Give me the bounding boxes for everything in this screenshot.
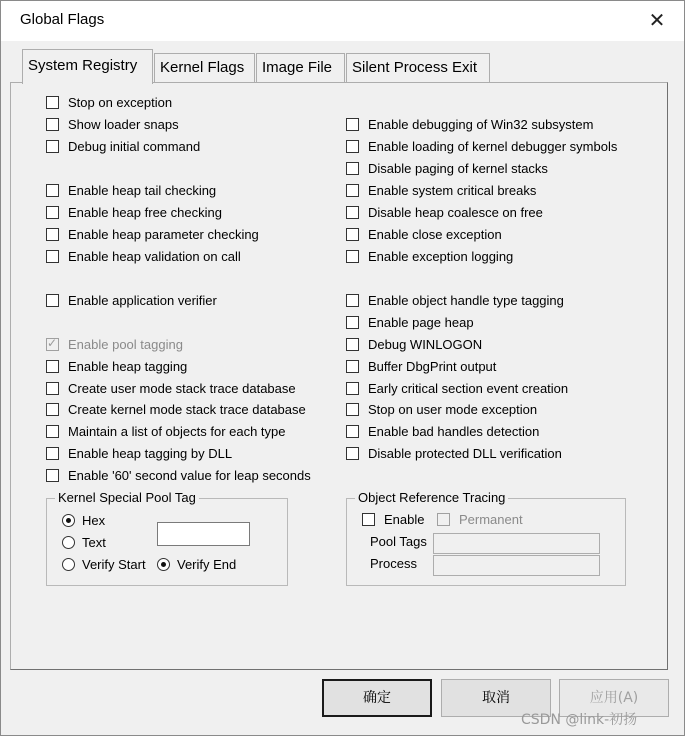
apply-button: 应用(A) [559,679,669,717]
radio-label: Text [82,535,106,550]
checkbox-label: Disable paging of kernel stacks [368,161,548,176]
check-icon: ✓ [47,336,58,350]
checkbox-label: Buffer DbgPrint output [368,359,497,374]
checkbox-box[interactable] [346,140,359,153]
checkbox-label: Enable pool tagging [68,337,183,352]
checkbox-label: Enable heap tagging [68,359,188,374]
tab-kernel-flags[interactable] [154,53,255,83]
checkbox-box[interactable] [46,469,59,482]
radio-icon[interactable] [62,514,75,527]
checkbox-box[interactable] [346,250,359,263]
checkbox-box[interactable] [346,403,359,416]
checkbox-label: Early critical section event creation [368,381,569,396]
checkbox-label: Stop on exception [68,95,173,110]
checkbox-label: Permanent [459,512,523,527]
radio-label: Verify End [177,557,237,572]
checkbox-box[interactable] [346,425,359,438]
cancel-button[interactable]: 取消 [441,679,551,717]
checkbox-box[interactable] [46,294,59,307]
checkbox-box[interactable] [46,360,59,373]
checkbox-box [46,338,59,351]
checkbox-label: Enable application verifier [68,293,217,308]
checkbox-label: Disable protected DLL verification [368,446,562,461]
checkbox-box[interactable] [46,140,59,153]
checkbox-label: Enable bad handles detection [368,424,540,439]
radio-icon[interactable] [62,558,75,571]
checkbox-box[interactable] [46,425,59,438]
process-label: Process [370,556,417,571]
checkbox-box[interactable] [46,447,59,460]
window-title: Global Flags [20,11,105,28]
title-bar [1,1,684,41]
checkbox-box[interactable] [46,118,59,131]
checkbox-label: Enable debugging of Win32 subsystem [368,117,594,132]
group-legend: Kernel Special Pool Tag [55,490,199,505]
close-icon[interactable]: ✕ [648,8,666,32]
checkbox-box[interactable] [46,184,59,197]
checkbox-box[interactable] [46,228,59,241]
checkbox-box[interactable] [346,206,359,219]
checkbox-box[interactable] [46,206,59,219]
checkbox-label: Enable exception logging [368,249,514,264]
ok-button[interactable]: 确定 [322,679,432,717]
checkbox-box[interactable] [46,403,59,416]
checkbox-label: Debug WINLOGON [368,337,483,352]
tab-image-file[interactable] [256,53,345,83]
checkbox-box [437,513,450,526]
tab-label: Image File [262,59,333,76]
pool-tags-input [433,533,600,554]
checkbox-label: Enable '60' second value for leap seconds [68,468,311,483]
checkbox-label: Enable close exception [368,227,502,242]
checkbox-label: Maintain a list of objects for each type [68,424,286,439]
tab-label: Silent Process Exit [352,59,478,76]
checkbox-label: Enable system critical breaks [368,183,537,198]
radio-icon[interactable] [157,558,170,571]
checkbox-box[interactable] [46,250,59,263]
process-input [433,555,600,576]
checkbox-box[interactable] [346,162,359,175]
group-legend: Object Reference Tracing [355,490,508,505]
checkbox-label: Enable heap free checking [68,205,222,220]
checkbox-box[interactable] [362,513,375,526]
checkbox-label: Disable heap coalesce on free [368,205,543,220]
checkbox-label: Enable heap validation on call [68,249,241,264]
checkbox-box[interactable] [346,382,359,395]
watermark: CSDN @link-初扬 [521,712,638,728]
checkbox-label: Show loader snaps [68,117,179,132]
checkbox-box[interactable] [46,382,59,395]
tab-system-registry[interactable] [22,49,153,84]
pool-tags-label: Pool Tags [370,534,427,549]
checkbox-box[interactable] [346,447,359,460]
checkbox-label: Stop on user mode exception [368,402,538,417]
checkbox-box[interactable] [346,316,359,329]
checkbox-label: Enable heap parameter checking [68,227,259,242]
checkbox-label: Enable heap tail checking [68,183,217,198]
checkbox-box[interactable] [346,338,359,351]
checkbox-box[interactable] [346,294,359,307]
tab-label: Kernel Flags [160,59,245,76]
checkbox-box[interactable] [346,228,359,241]
checkbox-label: Enable loading of kernel debugger symbols [368,139,618,154]
checkbox-label: Create user mode stack trace database [68,381,296,396]
checkbox-box[interactable] [346,184,359,197]
radio-icon[interactable] [62,536,75,549]
checkbox-box[interactable] [346,118,359,131]
tab-label: System Registry [28,57,138,74]
checkbox-label: Enable page heap [368,315,474,330]
radio-label: Verify Start [82,557,146,572]
checkbox-label: Debug initial command [68,139,201,154]
tab-silent-process-exit[interactable] [346,53,490,83]
checkbox-label: Enable heap tagging by DLL [68,446,233,461]
checkbox-label: Enable [384,512,425,527]
checkbox-label: Enable object handle type tagging [368,293,564,308]
pool-tag-input[interactable] [157,522,250,546]
checkbox-box[interactable] [346,360,359,373]
radio-label: Hex [82,513,106,528]
checkbox-box[interactable] [46,96,59,109]
checkbox-label: Create kernel mode stack trace database [68,402,306,417]
